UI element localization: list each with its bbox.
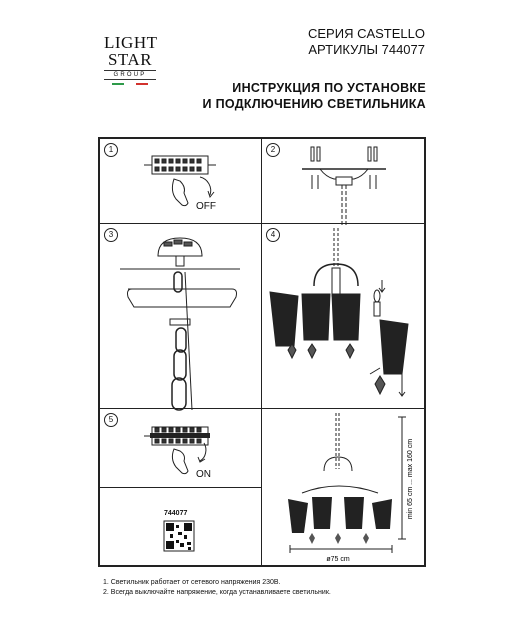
page-title: [200, 80, 426, 112]
italian-flag-icon: [112, 83, 148, 85]
title-line2: И ПОДКЛЮЧЕНИЮ СВЕТИЛЬНИКА: [202, 97, 426, 111]
off-label: OFF: [196, 201, 216, 212]
step-5-number: 5: [104, 413, 118, 427]
canopy-chain-icon: [100, 224, 263, 410]
note-2: 2. Всегда выключайте напряжение, когда устанавливаете светильник.: [103, 589, 331, 596]
step-3-panel: [99, 223, 262, 409]
brand-logo: [104, 34, 156, 85]
step-2-number: 2: [266, 143, 280, 157]
instruction-grid: [98, 137, 426, 567]
brand-line1: LIGHT: [104, 33, 158, 52]
brand-line2: STAR: [107, 50, 153, 69]
model-code: 744077: [164, 510, 188, 517]
terminal-block-on-icon: [100, 409, 263, 489]
note-1: 1. Светильник работает от сетевого напряжения 230В.: [103, 579, 281, 586]
header-info: [308, 26, 425, 58]
qr-code-icon: [100, 488, 263, 567]
step-3-number: 3: [104, 228, 118, 242]
step-1-number: 1: [104, 143, 118, 157]
notes: [103, 578, 331, 598]
lamp-assembly-icon: [262, 224, 426, 410]
title-line1: ИНСТРУКЦИЯ ПО УСТАНОВКЕ: [232, 81, 426, 95]
step-2-panel: [261, 138, 425, 224]
on-label: ON: [196, 469, 211, 480]
dimensions-panel: [261, 408, 425, 566]
step-5-panel: [99, 408, 262, 488]
chandelier-dimensions-icon: [262, 409, 426, 567]
article-text: АРТИКУЛЫ 744077: [308, 42, 425, 57]
terminal-block-off-icon: [100, 139, 263, 225]
step-1-panel: [99, 138, 262, 224]
mounting-bracket-icon: [262, 139, 426, 225]
height-dimension: min 65 cm ... max 160 cm: [407, 438, 414, 520]
diameter-dimension: ø75 cm: [326, 556, 350, 563]
model-panel: [99, 487, 262, 566]
step-4-number: 4: [266, 228, 280, 242]
brand-line3: GROUP: [104, 70, 156, 80]
series-text: СЕРИЯ CASTELLO: [308, 26, 425, 41]
step-4-panel: [261, 223, 425, 409]
